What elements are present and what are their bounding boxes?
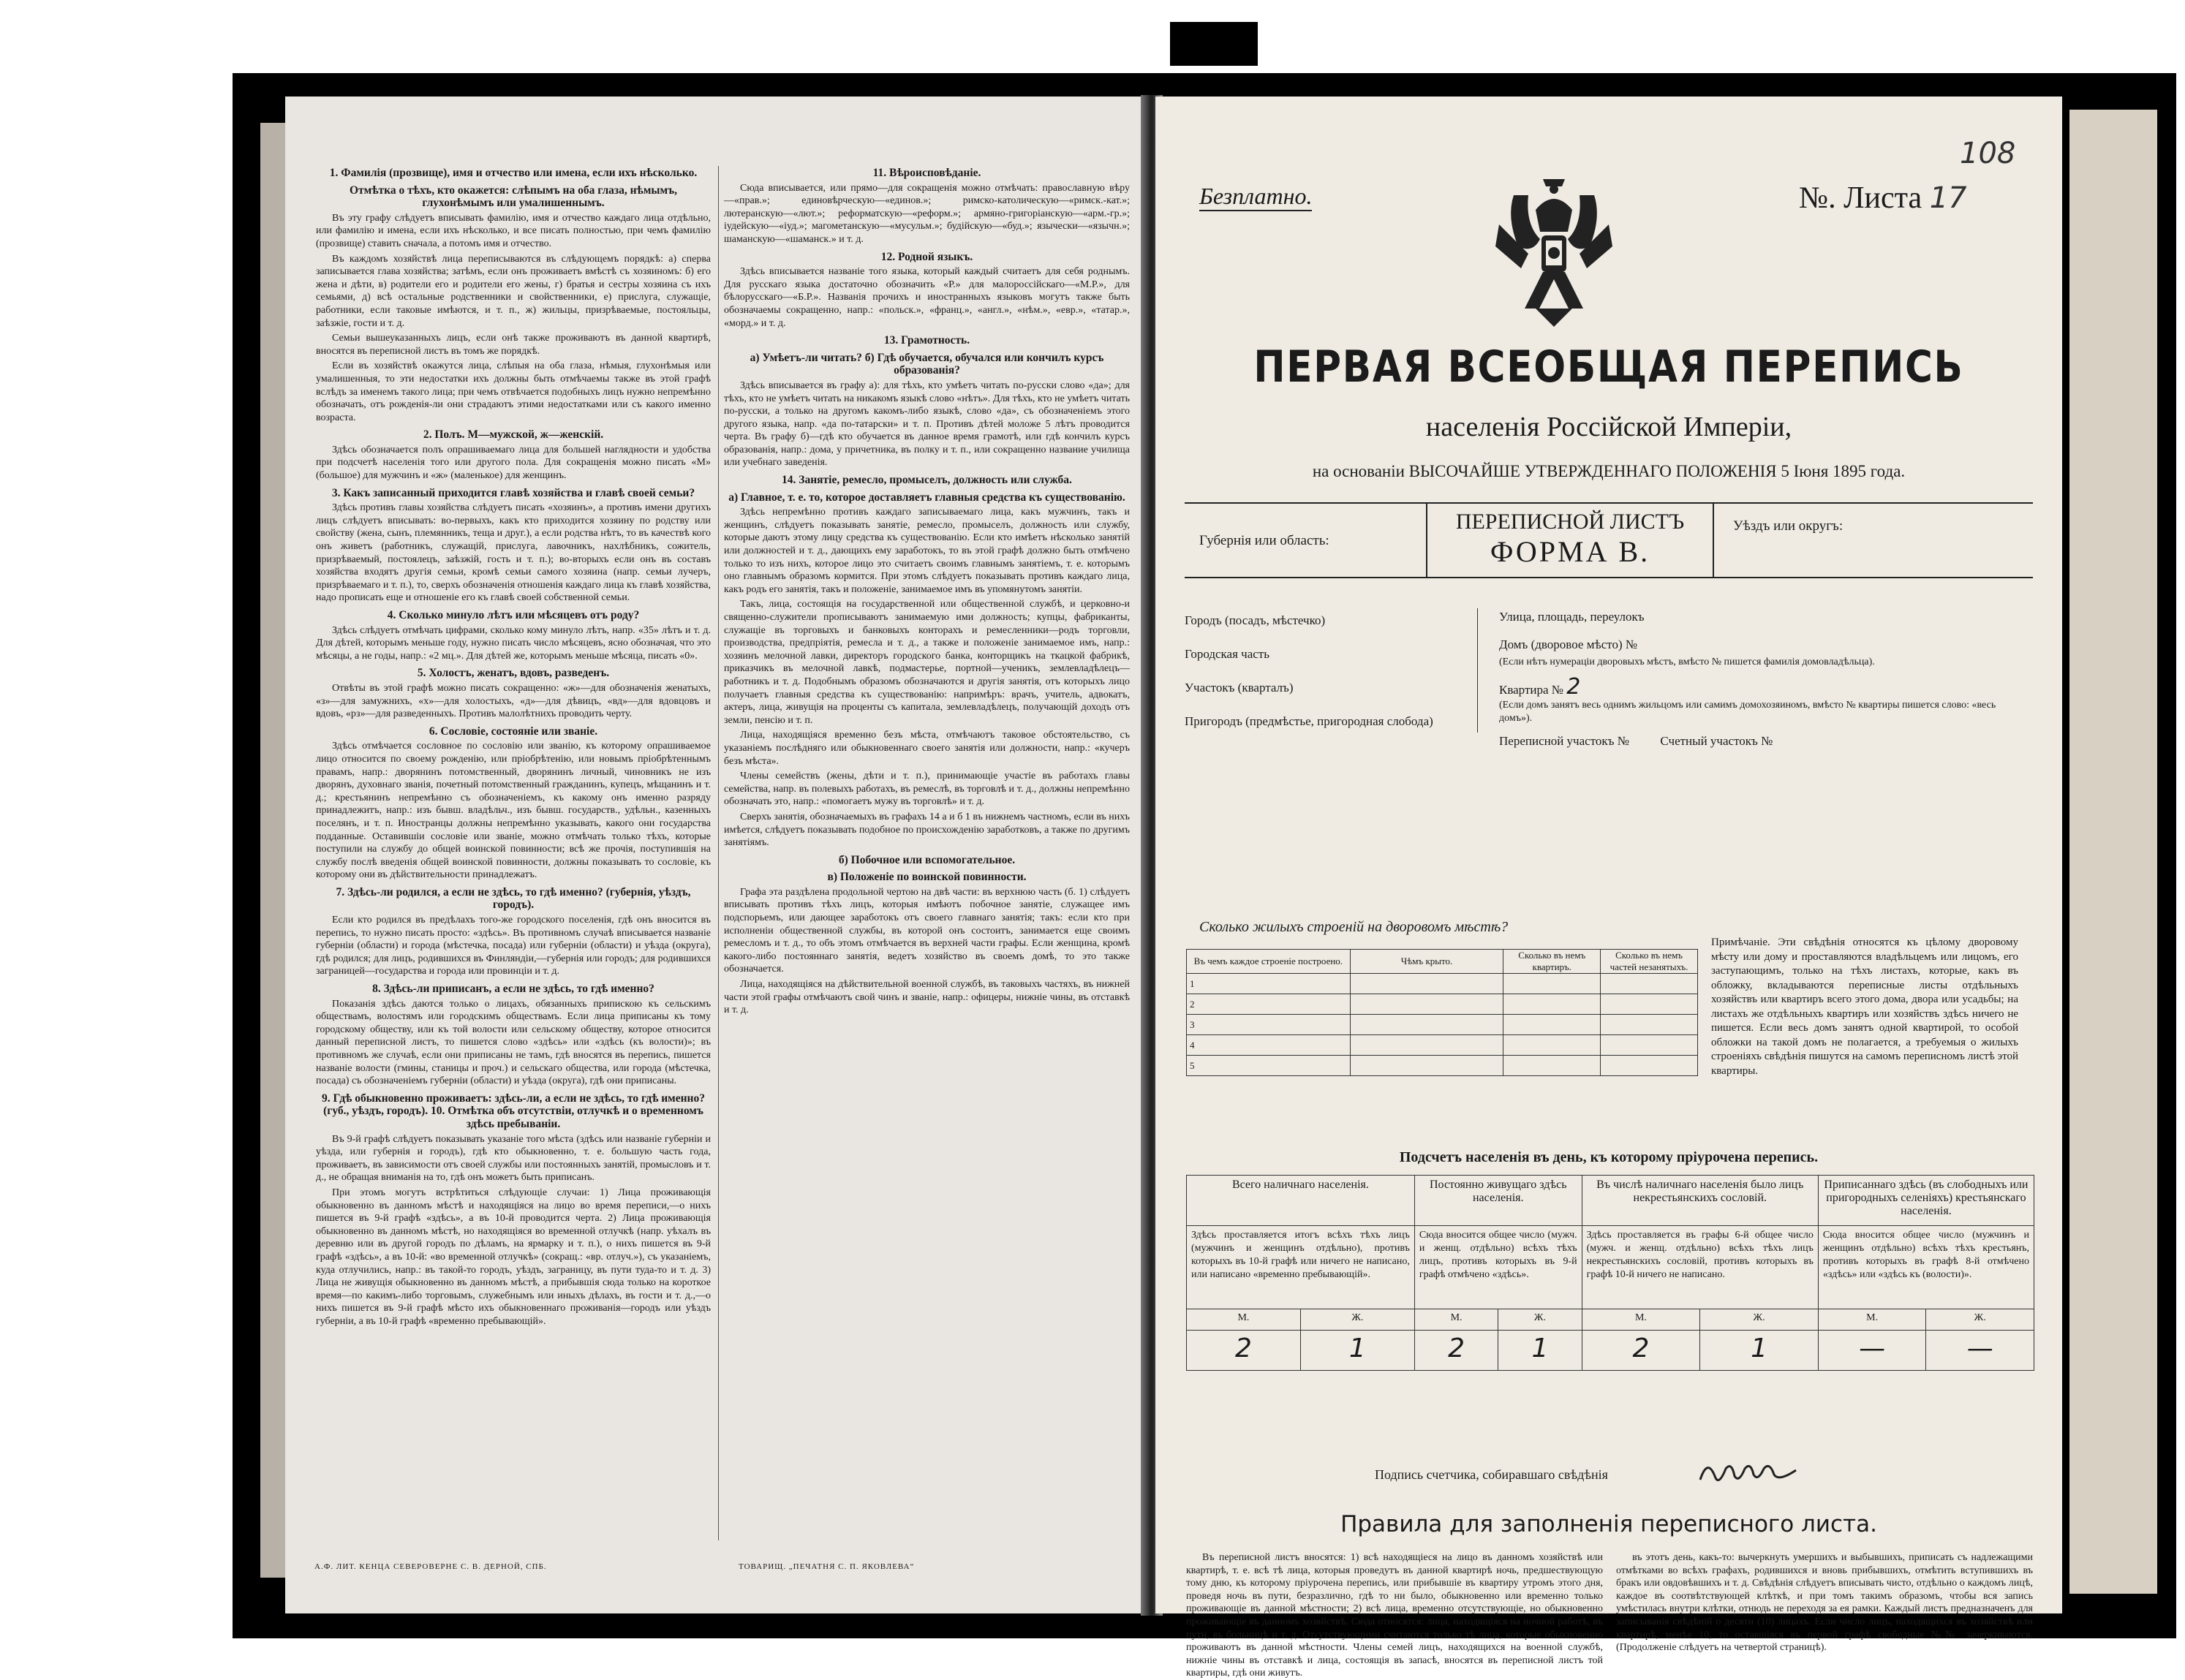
instruction-paragraph: Здѣсь вписывается названіе того языка, который каждый считаетъ для себя роднымъ. Для русскаго языка достаточно обозначить «Р.» для малороссійскаго—«М.Р.», для бѣлорусскаго—«Б.Р.». Названія прочихъ и иностранныхъ языковъ могутъ также быть обозначаемы сокращенно, напр.: «польск.», «франц.», «англ.», «нѣм.», «евр.», «татар.», «морд.» и т. д. (724, 266, 1130, 329)
instruction-paragraph: Отвѣты въ этой графѣ можно писать сокращенно: «ж»—для обозначенія женатыхъ, «з»—для замужнихъ, «х»—для холостыхъ, «д»—для дѣвицъ, «вд»—для вдовцовъ и вдовъ, «рз»—для разведенныхъ. Противъ малолѣтнихъ проводить черту. (316, 682, 711, 720)
census-title: ПЕРВАЯ ВСЕОБЩАЯ ПЕРЕПИСЬ (1253, 341, 1964, 393)
instruction-paragraph: Лица, находящіяся на дѣйствительной военной службѣ, въ таковыхъ частяхъ, въ нижней части этой графы отмѣчаютъ свой чинъ и званіе, напр.: офицеры, нижніе чины, въ отставкѣ и т. д. (724, 979, 1130, 1016)
count-desc-registered: Сюда вносится общее число (мужчинъ и женщинъ отдѣльно) всѣхъ тѣхъ крестьянъ, противъ которыхъ въ графѣ 8-й отмѣчено «здѣсь» или «здѣсь къ (волости)». (1818, 1226, 2034, 1309)
rules-text-1: Въ переписной листъ вносятся: 1) всѣ находящіеся на лицо въ данномъ хозяйствѣ или квартирѣ, т. е. всѣ тѣ лица, которыя проведутъ въ данной квартирѣ ночь, предшествующую тому дню, къ которому пріурочена перепись, или прибывшіе въ квартиру утромъ этого дня, проведя ночь въ пути, безразлично, гдѣ то ни было, обыкновенно или временно только проживающіе въ данной мѣстности; 2) всѣ лица, временно отсутствующіе, но обыкновенно проживающіе въ данномъ хозяйствѣ. Сюда относятся: лица, находящіяся на ночной работѣ, въ пути, въ больницѣ и т. д. Отсутствующими считаются только тѣ лица, которые обыкновенно проживаютъ въ данной мѣстности. Члены семей лицъ, находящихся на военной службѣ, нижніе чины въ отставкѣ и лица, состоящія въ запасѣ, вносятся въ переписной листъ той квартиры, гдѣ они живутъ. (1186, 1552, 1603, 1679)
area-row (1499, 733, 2026, 750)
instruction-heading: в) Положеніе по воинской повинности. (827, 871, 1027, 884)
scanner-tag (1170, 22, 1258, 66)
male-label: М. (1414, 1309, 1498, 1331)
buildings-row-number: 4 (1187, 1035, 1351, 1056)
address-divider (1477, 608, 1478, 733)
address-left-block (1185, 612, 1433, 730)
count-header-present: Всего наличнаго населенія. (1187, 1176, 1415, 1226)
instruction-heading: 8. Здѣсь-ли приписанъ, а если не здѣсь, то гдѣ именно? (372, 983, 654, 996)
instruction-heading: 14. Занятіе, ремесло, промыселъ, должность или служба. (782, 474, 1072, 487)
instruction-heading: 12. Родной языкъ. (880, 250, 973, 263)
address-city-part: Городская часть (1185, 647, 1269, 661)
counting-area-label: Счетный участокъ № (1660, 734, 1773, 748)
buildings-row (1187, 1056, 1698, 1076)
instruction-paragraph: Здѣсь обозначается полъ опрашиваемаго лица для большей наглядности и удобства при подсчетѣ населенія того или другого пола. Для сокращенія можно писать «М» (большое) для мужчинъ и «ж» (маленькое) для женщинъ. (316, 444, 711, 482)
column-divider (718, 166, 719, 1540)
census-subtitle: населенія Россійской Имперіи, (1425, 412, 1792, 442)
instruction-paragraph: При этомъ могутъ встрѣтиться слѣдующіе случаи: 1) Лица проживающія обыкновенно въ данномъ мѣстѣ и находящіяся на лицо во время переписи,—о нихъ пишется въ 9-й графѣ «здѣсь», а въ 10-й проводится черта. 2) Лица проживающія обыкновенно въ данномъ мѣстѣ, но находящіяся во временной отлучкѣ (напр. уѣхалъ въ деревню или въ другой городъ по дѣламъ, на ярмарку и т. п.), о нихъ пишется въ 9-й графѣ «здѣсь», а въ 10-й: «во временной отлучкѣ» (сокращ.: «вр. отлуч.»), съ указаніемъ, куда отлучились, напр.: въ такой-то городъ, уѣздъ, заграницу, въ пути туда-то и т. д. 3) Лица не живущія обыкновенно въ данномъ мѣстѣ, а прибывшія сюда только на короткое время—по какимъ-либо торговымъ, служебнымъ или иныхъ дѣлахъ, въ гости и т. д.,—о нихъ пишется въ 9-й графѣ мѣсто ихъ обыкновеннаго проживанія—городъ или уѣздъ губерніи, а въ 10-й графѣ «временно пребывающій». (316, 1187, 711, 1327)
female-label: Ж. (1926, 1309, 2034, 1331)
instruction-heading: 1. Фамилія (прозвище), имя и отчество или имена, если ихъ нѣсколько. (329, 167, 698, 179)
count-desc-row (1187, 1226, 2034, 1309)
resident-female-count: 1 (1498, 1331, 1582, 1371)
instruction-paragraph: Здѣсь противъ главы хозяйства слѣдуетъ писать «хозяинъ», а противъ имени другихъ лицъ слѣдуетъ вписывать: во-первыхъ, какъ кто приходится хозяину по родству или свойству (жена, сынъ, племянникъ, теща и друг.), а если родства нѣтъ, то въ качествѣ кого онъ живетъ (работникъ, служащій, прислуга, лавочникъ, нахлѣбникъ, сожитель, призрѣваемый, постоялецъ, заѣзжій, гость и т. п.); во-вторыхъ если онъ въ составъ хозяйства входятъ другія семьи, кромѣ семьи самого хозяина (напр. семьи лучеръ, призрѣваемаго и т. п.), то, сверхъ обозначенія отношенія каждаго лица къ главѣ хозяйства, надо прописать еще и отношеніе его къ главѣ своей собственной семьи. (316, 502, 711, 604)
non-peasant-female-count: 1 (1700, 1331, 1819, 1371)
population-count-table (1186, 1175, 2034, 1371)
instruction-heading: 9. Гдѣ обыкновенно проживаетъ: здѣсь-ли, а если не здѣсь, то гдѣ именно? (губ., уѣздъ, городъ). 10. Отмѣтка объ отсутствіи, отлучкѣ и о временномъ здѣсь пребываніи. (322, 1091, 705, 1130)
instruction-paragraph: Въ эту графу слѣдуетъ вписывать фамилію, имя и отчество каждаго лица отдѣльно, или фамилію и имена, если ихъ нѣсколько, и все писать полностью, при чемъ фамилію (прозвище) ставить сначала, а потомъ имя и отчество. (316, 212, 711, 249)
province-label: Губернія или область: (1199, 533, 1329, 548)
signature-row (1375, 1467, 1608, 1483)
signature-label: Подпись счетчика, собиравшаго свѣдѣнія (1375, 1467, 1608, 1482)
male-label: М. (1818, 1309, 1926, 1331)
instruction-heading: 2. Полъ. М—мужской, ж—женскій. (423, 428, 604, 442)
form-name: ФОРМА В. (1490, 535, 1650, 568)
buildings-row-number: 1 (1187, 974, 1351, 994)
instruction-paragraph: Здѣсь слѣдуетъ отмѣчать цифрами, сколько кому минуло лѣтъ, напр. «35» лѣтъ и т. д. Для дѣтей, которымъ меньше году, нужно писать число мѣсяцевъ, ясно обозначая, что это мѣсяцы, а не годы, напр.: «2 мц.». Для дѣтей же, которымъ меньше мѣсяца, писать «0». (316, 624, 711, 662)
instructions-column-2 (724, 162, 1130, 1019)
imperial-eagle-emblem (1492, 173, 1616, 330)
count-header-row (1187, 1176, 2034, 1226)
address-street: Улица, площадь, переулокъ (1499, 610, 1645, 624)
buildings-row-number: 5 (1187, 1056, 1351, 1076)
instruction-heading: Отмѣтка о тѣхъ, кто окажется: слѣпымъ на оба глаза, нѣмымъ, глухонѣмымъ или умалишеннымъ. (350, 183, 677, 210)
instruction-paragraph: Семьи вышеуказанныхъ лицъ, если онѣ также проживаютъ въ данной квартирѣ, вносятся въ переписной листъ въ томъ же порядкѣ. (316, 333, 711, 357)
buildings-header-row (1187, 950, 1698, 974)
instruction-heading: 11. Вѣроисповѣданіе. (872, 167, 981, 179)
buildings-col-material: Въ чемъ каждое строеніе построено. (1187, 950, 1351, 974)
free-label: Безплатно. (1199, 183, 1312, 211)
present-female-count: 1 (1300, 1331, 1414, 1371)
rules-column-2 (1616, 1551, 2033, 1654)
count-values-row (1187, 1331, 2034, 1371)
count-header-registered: Приписаннаго здѣсь (въ слободныхъ или пригородныхъ селеніяхъ) крестьянскаго населенія. (1818, 1176, 2034, 1226)
registered-male-count: — (1818, 1331, 1926, 1371)
rules-text-2: въ этотъ день, какъ-то: вычеркнуть умершихъ и выбывшихъ, приписать съ надлежащими отмѣтками во всѣхъ графахъ, родившихся и вновь прибывшихъ, отмѣтить вступившихъ въ бракъ или овдовѣвшихъ и т. д. Свѣдѣнія слѣдуетъ вписывать чисто, отдѣльно о каждомъ лицѣ, каждое въ соотвѣтствующей клѣткѣ, и при томъ такимъ образомъ, чтобы вся запись умѣстилась внутри клѣтки, отнюдь не переходя за ея рамки. Каждый листъ предназначенъ для записыванія свѣдѣній о десяти (10) лицахъ. Если число лицъ, находящихся въ хозяйствѣ или квартирѣ, менѣе 10, то оставшіяся въ первой графѣ свободные №№ зачеркиваются. (Продолженіе слѣдуетъ на четвертой страницѣ). (1616, 1552, 2033, 1654)
buildings-row (1187, 1035, 1698, 1056)
address-house: Домъ (дворовое мѣсто) № (1499, 637, 1638, 651)
buildings-col-vacant: Сколько въ немъ частей незанятыхъ. (1601, 950, 1698, 974)
instruction-heading: а) Умѣетъ-ли читать? б) Гдѣ обучается, обучался или кончилъ курсъ образованія? (750, 351, 1104, 377)
count-desc-present: Здѣсь проставляется итогъ всѣхъ тѣхъ лицъ (мужчинъ и женщинъ отдѣльно), противъ которыхъ въ 10-й графѣ или ничего не написано, или написано «временно пребывающій». (1187, 1226, 1415, 1309)
form-title: ПЕРЕПИСНОЙ ЛИСТЪ (1455, 510, 1685, 534)
margin-folio-number: 108 (1960, 137, 2016, 170)
rules-column-1 (1186, 1551, 1603, 1680)
address-city: Городъ (посадъ, мѣстечко) (1185, 613, 1326, 627)
instruction-paragraph: Здѣсь непремѣнно противъ каждаго записываемаго лица, какъ мужчинъ, такъ и женщинъ, слѣдуетъ показывать занятіе, ремесло, промыселъ, должность или службу, которые даютъ этому лицу средства къ существованію. Если кто имѣетъ нѣсколько занятій или должностей и т. д., дающихъ ему заработокъ, то въ этой графѣ должно быть отмѣчено только то изъ нихъ, которое лицо это считаетъ своимъ главнымъ занятіемъ, т. е. которымъ оно главнымъ образомъ кормится. При этомъ слѣдуетъ показывать противъ каждаго лица, какъ родъ его занятія, такъ и положеніе, занимаемое имъ въ упомянутомъ занятіи. (724, 507, 1130, 595)
sheet-number-value: 17 (1929, 181, 1967, 215)
buildings-row-number: 3 (1187, 1015, 1351, 1035)
book-cover-right-edge (2069, 110, 2157, 1594)
instruction-paragraph: Показанія здѣсь даются только о лицахъ, обязанныхъ припискою къ сельскимъ обществамъ, волостямъ или городскимъ обществамъ. Если лица приписаны къ тому городскому обществу, или къ той волости или сельскому обществу, которое относится данный переписной листъ, то пишется слово «здѣсь» или «здѣсь (къ волости)»; въ противномъ же случаѣ, если они приписаны не тамъ, гдѣ вносятся въ перепись, пишется названіе волости (гмины, станицы и проч.) и сельскаго общества, или города (мѣстечка, посада) съ обозначеніемъ губерніи (области) и уѣзда (округа), гдѣ они приписаны. (316, 998, 711, 1087)
buildings-table (1186, 949, 1698, 1076)
count-desc-non-peasant: Здѣсь проставляется въ графы 6-й общее число (мужч. и женщ. отдѣльно) всѣхъ тѣхъ лицъ некрестьянскихъ сословій, противъ которыхъ въ графѣ 10-й ничего не написано. (1582, 1226, 1818, 1309)
instruction-paragraph: Такъ, лица, состоящія на государственной или общественной службѣ, и церковно-и священно-служители прописываютъ занимаемую ими должность; купцы, фабриканты, служащіе въ торговыхъ и банковыхъ конторахъ и ремесленники—родъ торговли, производства, предпріятія, ремесла и т. д., а также и положеніе занимаемое имъ, напр.: хозяинъ мелочной лавки, директоръ городского банка, конторщикъ на ткацкой фабрикѣ, приказчикъ въ мелочной лавкѣ, подмастерье, портной—ученикъ, землевладѣлецъ—работникъ и т. д. Подобнымъ образомъ обозначаются и другія занятія, отъ которыхъ лицо получаетъ главныя средства къ существованію: напримѣръ: врачъ, учитель, адвокатъ, актеръ, лица, живущія на проценты съ капитала, землевладѣлецъ, получающій доходъ отъ земли, пенсію и т. п. (724, 599, 1130, 726)
buildings-col-apartments: Сколько въ немъ квартиръ. (1503, 950, 1601, 974)
instruction-heading: б) Побочное или вспомогательное. (838, 853, 1016, 866)
buildings-col-roof: Чѣмъ крыто. (1350, 950, 1503, 974)
buildings-question: Сколько жилыхъ строеній на дворовомъ мѣстѣ? (1199, 919, 1509, 935)
buildings-row (1187, 1015, 1698, 1035)
instruction-heading: 6. Сословіе, состояніе или званіе. (429, 724, 598, 738)
address-suburb: Пригородъ (предмѣстье, пригородная слобода) (1185, 714, 1433, 728)
instruction-paragraph: Если въ хозяйствѣ окажутся лица, слѣпыя на оба глаза, нѣмыя, глухонѣмыя или умалишенныя, то эти недостатки ихъ должны быть отмѣчаемы также въ этой графѣ вслѣдъ за именемъ такого лица; при чемъ отвѣчается подобныхъ лицъ нужно непремѣнно обозначать, отъ рожденія-ли они страдаютъ этими недостатками или съ какого именно возраста. (316, 360, 711, 423)
female-label: Ж. (1498, 1309, 1582, 1331)
female-label: Ж. (1300, 1309, 1414, 1331)
sheet-number-label: №. Листа (1799, 181, 1922, 215)
instruction-paragraph: Лица, находящіяся временно безъ мѣста, отмѣчаютъ таковое обстоятельство, съ указаніемъ послѣдняго или обыкновеннаго своего занятія или должности, напр.: «кучеръ безъ мѣста». (724, 730, 1130, 767)
instructions-column-1 (316, 162, 711, 1330)
apartment-label: Квартира № (1499, 683, 1564, 697)
form-header-box (1185, 502, 2033, 578)
count-header-non-peasant: Въ числѣ наличнаго населенія было лицъ некрестьянскихъ сословій. (1582, 1176, 1818, 1226)
buildings-note: Примѣчаніе. Эти свѣдѣнія относятся къ цѣлому дворовому мѣсту или дому и проставляются владѣльцемъ или лицомъ, его заступающимъ, только на тѣхъ листахъ, которые, какъ въ обложку, вкладываются переписные листы отдѣльныхъ хозяйствъ или квартиръ всего этого дома, двора или усадьбы; на листахъ же отдѣльныхъ квартиръ или хозяйствъ здѣсь ничего не пишется. Если весь домъ занятъ одной квартирой, то особой обложки на такой домъ не полагается, а требуемыя о жилыхъ строеніяхъ свѣдѣнія пишутся на самомъ переписномъ листѣ этой квартиры. (1711, 937, 2018, 1077)
rules-title: Правила для заполненія переписного листа. (1340, 1511, 1877, 1537)
instruction-paragraph: Члены семействъ (жены, дѣти и т. п.), принимающіе участіе въ работахъ главы семейства, напр. въ полевыхъ работахъ, въ ремеслѣ, въ торговлѣ и т. д., должны непремѣнно обозначать это, напр.: «помогаетъ мужу въ торговлѣ» и т. д. (724, 771, 1130, 808)
instruction-paragraph: Здѣсь вписывается въ графу а): для тѣхъ, кто умѣетъ читать по-русски слово «да»; для тѣхъ, кто не умѣетъ читать на никакомъ языкѣ слово «нѣтъ». Для тѣхъ, кто не умѣетъ читать по-русски, а только на другомъ какомъ-либо языкѣ, слово «да», съ обозначеніемъ этого другого языка, напр. «да по-татарски» и т. п. Противъ дѣтей моложе 5 лѣтъ проводится черта. Въ графу б)—гдѣ кто обучается въ данное время грамотѣ, или гдѣ кончилъ курсъ образованія, напр.: дома, у причетника, въ полку и т. п., или сокращенно название училища или учебнаго заведенія. (724, 379, 1130, 469)
resident-male-count: 2 (1414, 1331, 1498, 1371)
apartment-note: (Если домъ занятъ весь однимъ жильцомъ или самимъ домохозяиномъ, вмѣсто № квартиры пишется слово: «весь домъ»). (1499, 700, 1996, 724)
instruction-paragraph: Въ 9-й графѣ слѣдуетъ показывать указаніе того мѣста (здѣсь или названіе губерніи и уѣзда, или губернія и городъ), гдѣ кто обыкновенно, т. е. большую часть года, проживаетъ, въ зависимости отъ своей службы или постоянныхъ занятій, промысловъ и т. д., не обращая вниманія на то, гдѣ онъ можетъ быть приписанъ. (316, 1133, 711, 1184)
population-count-title: Подсчетъ населенія въ день, къ которому пріурочена перепись. (1399, 1149, 1819, 1165)
sheet-number (1799, 181, 1967, 216)
instruction-heading: 5. Холостъ, женатъ, вдовъ, разведенъ. (417, 667, 610, 680)
apartment-row (1499, 674, 2026, 700)
male-label: М. (1187, 1309, 1301, 1331)
address-house-note: (Если нѣтъ нумераціи дворовыхъ мѣстъ, вмѣсто № пишется фамилія домовладѣльца). (1499, 657, 1875, 667)
instruction-paragraph: Графа эта раздѣлена продольной чертою на двѣ части: въ верхнюю часть (б. 1) слѣдуетъ вписывать противъ тѣхъ лицъ, которыя имѣютъ побочное занятіе, служащее имъ подспорьемъ, или дающее заработокъ отъ своего главнаго занятія; такъ: если кто при исполненіи общественной службы, въ которой онъ состоитъ, занимается еще своимъ ремесломъ и т. д., то объ этомъ отмѣчается въ верхней части графы. Если женщина, кромѣ какого-либо постояннаго занятія, ведетъ хозяйство въ своемъ домѣ, то это также обозначается. (724, 886, 1130, 975)
buildings-row-number: 2 (1187, 994, 1351, 1015)
instruction-paragraph: Въ каждомъ хозяйствѣ лица переписываются въ слѣдующемъ порядкѣ: а) сперва записывается глава хозяйства; затѣмъ, если онъ проживаетъ вмѣстѣ съ хозяиномъ: б) его жена и дѣти, в) родители его и родители его жены, г) братья и сестры хозяина съ ихъ семьями, д) всѣ остальные родственники и свойственники, е) прислуга, служащіе, работники, если таковые имѣются, и т. п., ж) жильцы, призрѣваемые, постояльцы, заѣзжіе, гости и т. д. (316, 253, 711, 329)
female-label: Ж. (1700, 1309, 1819, 1331)
right-page (1155, 97, 2062, 1679)
non-peasant-male-count: 2 (1582, 1331, 1700, 1371)
address-block: Участокъ (кварталъ) (1185, 681, 1294, 695)
instruction-heading: 3. Какъ записанный приходится главѣ хозяйства и главѣ своей семьи? (331, 486, 695, 499)
instruction-paragraph: Если кто родился въ предѣлахъ того-же городского поселенія, гдѣ онъ вносится въ перепись, то нужно писать просто: «здѣсь». Въ противномъ случаѣ вписывается названіе губерніи (области) и города (мѣстечка, посада) или губерніи (области) и уѣзда (округа), гдѣ родился; для лицъ, родившихся въ Финляндіи,—губернія или городъ; для родившихся заграницей—государства и города или провинціи и т. д. (316, 915, 711, 977)
male-label: М. (1582, 1309, 1700, 1331)
instruction-heading: 7. Здѣсь-ли родился, а если не здѣсь, то гдѣ именно? (губернія, уѣздъ, городъ). (336, 885, 691, 912)
buildings-row (1187, 974, 1698, 994)
apartment-value: 2 (1566, 674, 1581, 700)
instruction-paragraph: Сюда вписывается, или прямо—для сокращенія можно отмѣчать: православную вѣру—«прав.»; единовѣрческую—«единов.»; римско-католическую—«римск.-кат.»; лютеранскую—«лют.»; реформатскую—«реформ.»; армяно-григоріанскую—«арм.-гр.»; іудейскую—«іуд.»; магометанскую—«мусульм.»; будійскую—«буд.»; язычески—«язычн.»; шаманскую—«шаманск.» и т. д. (724, 182, 1130, 245)
instruction-heading: 13. Грамотность. (883, 334, 970, 347)
instruction-paragraph: Сверхъ занятія, обозначаемыхъ въ графахъ 14 а и б 1 въ нижнемъ частномъ, если въ нихъ имѣется, слѣдуетъ показывать подобное по происхожденію заработковъ, а также по другимъ занятіямъ. (724, 811, 1130, 849)
buildings-row (1187, 994, 1698, 1015)
form-title-box (1426, 504, 1714, 577)
address-right-block (1499, 608, 2026, 750)
district-label: Уѣздъ или округъ: (1733, 518, 1844, 534)
census-area-label: Переписной участокъ № (1499, 734, 1629, 748)
instruction-heading: 4. Сколько минуло лѣтъ или мѣсяцевъ отъ роду? (387, 609, 640, 621)
present-male-count: 2 (1187, 1331, 1301, 1371)
instruction-paragraph: Здѣсь отмѣчается сословное по сословію или званію, къ которому опрашиваемое лицо относится по своему рожденію, или пріобрѣтенію, или новымъ пріобрѣтеннымъ правамъ, напр.: дворянинъ потомственный, дворянинъ личный, чиновникъ не изъ дворянъ, духовнаго званія, почетный потомственный гражданинъ, купецъ, мѣщанинъ и т. д.; крестьянинъ непремѣнно съ обозначеніемъ, къ какому онъ именно разряду принадлежитъ, напр.: изъ бывш. владѣльч., изъ бывш. государств., удѣльн., казенныхъ поселянъ, и т. п. Иностранцы должны непремѣнно указывать, какого они государства подданные. Оставившіи сословіе или званіе, можно отмѣчать только тѣхъ, которые поступили на службу до общей воинской повинности; всѣ же прочія, поступившія на службу послѣ введенія общей воинской повинности, должны показывать то сословіе, къ которому они въ дѣйствительности принадлежатъ. (316, 741, 711, 881)
registered-female-count: — (1926, 1331, 2034, 1371)
count-desc-resident: Сюда вносится общее число (мужч. и женщ. отдѣльно) всѣхъ тѣхъ лицъ, противъ которыхъ въ 9-й графѣ отмѣчено «здѣсь». (1414, 1226, 1582, 1309)
left-page (285, 97, 1148, 1613)
page-imprint: ТОВАРИЩ. „ПЕЧАТНЯ С. П. ЯКОВЛЕВА“ (739, 1562, 915, 1571)
instruction-heading: а) Главное, т. е. то, которое доставляетъ главныя средства къ существованію. (728, 491, 1125, 504)
count-header-resident: Постоянно живущаго здѣсь населенія. (1414, 1176, 1582, 1226)
census-legal-basis: на основаніи ВЫСОЧАЙШЕ УТВЕРЖДЕННАГО ПОЛОЖЕНІЯ 5 Іюня 1895 года. (1312, 462, 1906, 480)
count-mf-row (1187, 1309, 2034, 1331)
enumerator-signature (1697, 1454, 1806, 1491)
page-imprint: А.Ф. ЛИТ. КЕНЦА СЕВЕРОВЕРНЕ С. В. ДЕРНОЙ, СПБ. (314, 1562, 547, 1571)
